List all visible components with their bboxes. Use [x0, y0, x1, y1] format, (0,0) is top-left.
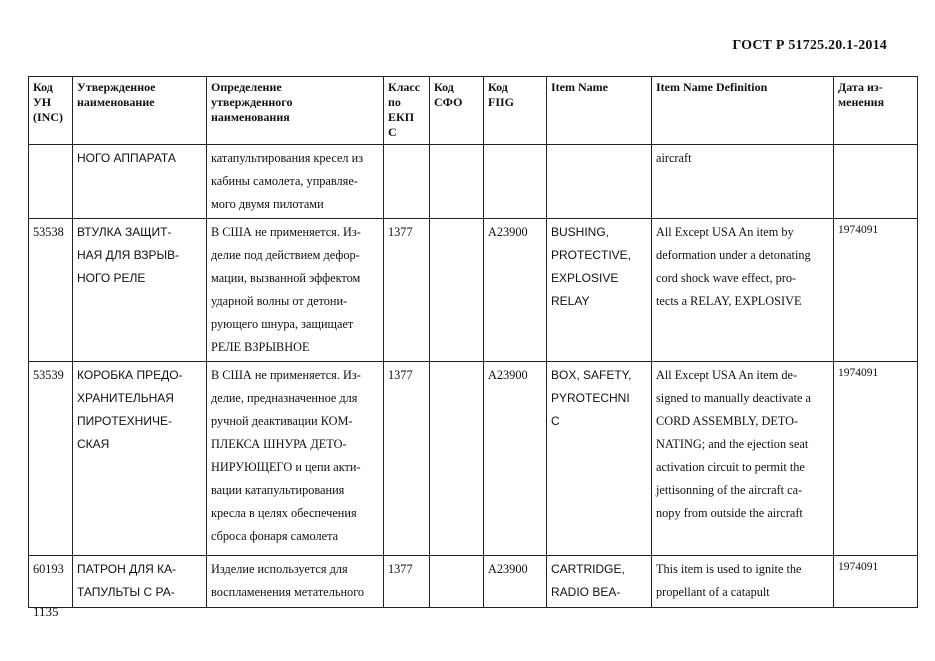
cell-text-line: делие, предназначенное для [211, 391, 358, 405]
header-definition [207, 77, 384, 145]
header-label-line: менения [838, 95, 885, 109]
header-label-line: УН [33, 95, 52, 109]
header-label-line: (INC) [33, 110, 63, 124]
fiig-code-cell [484, 145, 547, 219]
cell-text-line: мого двумя пилотами [211, 197, 324, 211]
cell-text-line: CARTRIDGE, [551, 562, 625, 576]
header-label-line: С [388, 125, 397, 139]
header-fiig-code [484, 77, 547, 145]
sfo-code-cell [430, 556, 484, 608]
header-inc [29, 77, 73, 145]
header-label-line: по [388, 95, 401, 109]
item-definition-cell [652, 362, 834, 556]
cell-text-line: activation circuit to permit the [656, 460, 805, 474]
page-number: 1135 [33, 604, 59, 619]
class-cell: 1377 [384, 556, 430, 608]
change-date-cell [834, 145, 918, 219]
header-label-line: СФО [434, 95, 463, 109]
definition-cell [207, 556, 384, 608]
cell-text-line: ручной деактивации КОМ- [211, 414, 353, 428]
header-label-line: Item Name Definition [656, 80, 768, 94]
cell-text-line: aircraft [656, 151, 692, 165]
sfo-code-cell [430, 219, 484, 362]
definition-cell [207, 219, 384, 362]
cell-text-line: кабины самолета, управляе- [211, 174, 358, 188]
cell-text-line: All Except USA An item by [656, 225, 794, 239]
definition-cell [207, 362, 384, 556]
header-label-line: Утвержденное [77, 80, 156, 94]
table-header-row [29, 77, 918, 145]
table-row [29, 145, 918, 219]
sfo-code-cell [430, 145, 484, 219]
table-row [29, 219, 918, 362]
cell-text-line: НОГО АППАРАТА [77, 151, 176, 165]
cell-text-line: ПЛЕКСА ШНУРА ДЕТО- [211, 437, 347, 451]
header-label-line: Код [33, 80, 53, 94]
cell-text-line: PYROTECHNI [551, 391, 630, 405]
catalog-table [28, 76, 918, 608]
approved-name-cell [73, 556, 207, 608]
class-cell: 1377 [384, 219, 430, 362]
cell-text-line: ударной волны от детони- [211, 294, 348, 308]
cell-text-line: воспламенения метательного [211, 585, 365, 599]
header-item-name [547, 77, 652, 145]
cell-text-line: В США не применяется. Из- [211, 368, 361, 382]
change-date-cell: 1974091 [834, 219, 918, 362]
header-label-line: Дата из- [838, 80, 883, 94]
inc-cell: 53538 [29, 219, 73, 362]
cell-text-line: НАЯ ДЛЯ ВЗРЫВ- [77, 248, 180, 262]
class-cell: 1377 [384, 362, 430, 556]
cell-text-line: Изделие используется для [211, 562, 348, 576]
fiig-code-cell: A23900 [484, 219, 547, 362]
header-approved-name [73, 77, 207, 145]
header-label-line: наименования [211, 110, 290, 124]
item-name-cell [547, 556, 652, 608]
approved-name-cell [73, 145, 207, 219]
table-row [29, 362, 918, 556]
item-definition-cell [652, 556, 834, 608]
cell-text-line: делие под действием дефор- [211, 248, 360, 262]
approved-name-cell [73, 219, 207, 362]
inc-cell [29, 145, 73, 219]
item-name-cell [547, 362, 652, 556]
cell-text-line: мации, вызванной эффектом [211, 271, 361, 285]
cell-text-line: RADIO BEA- [551, 585, 621, 599]
header-class [384, 77, 430, 145]
approved-name-cell [73, 362, 207, 556]
change-date-cell: 1974091 [834, 556, 918, 608]
header-label-line: FIIG [488, 95, 515, 109]
cell-text-line: ПИРОТЕХНИЧЕ- [77, 414, 172, 428]
cell-text-line: NATING; and the ejection seat [656, 437, 809, 451]
cell-text-line: C [551, 414, 560, 428]
cell-text-line: ВТУЛКА ЗАЩИТ- [77, 225, 172, 239]
cell-text-line: RELAY [551, 294, 590, 308]
cell-text-line: НОГО РЕЛЕ [77, 271, 146, 285]
header-label-line: Определение [211, 80, 282, 94]
cell-text-line: КОРОБКА ПРЕДО- [77, 368, 183, 382]
item-definition-cell [652, 219, 834, 362]
cell-text-line: nopy from outside the aircraft [656, 506, 803, 520]
header-item-name-definition [652, 77, 834, 145]
cell-text-line: CORD ASSEMBLY, DETO- [656, 414, 799, 428]
cell-text-line: ТАПУЛЬТЫ С РА- [77, 585, 175, 599]
cell-text-line: jettisonning of the aircraft ca- [656, 483, 803, 497]
fiig-code-cell: A23900 [484, 362, 547, 556]
sfo-code-cell [430, 362, 484, 556]
header-label-line: Класс [388, 80, 421, 94]
header-label-line: утвержденного [211, 95, 293, 109]
cell-text-line: PROTECTIVE, [551, 248, 632, 262]
cell-text-line: рующего шнура, защищает [211, 317, 354, 331]
cell-text-line: All Except USA An item de- [656, 368, 798, 382]
cell-text-line: deformation under a detonating [656, 248, 811, 262]
definition-cell [207, 145, 384, 219]
header-label-line: Код [488, 80, 508, 94]
class-cell [384, 145, 430, 219]
cell-text-line: propellant of a catapult [656, 585, 770, 599]
cell-text-line: СКАЯ [77, 437, 110, 451]
cell-text-line: signed to manually deactivate a [656, 391, 812, 405]
header-label-line: Item Name [551, 80, 608, 94]
cell-text-line: This item is used to ignite the [656, 562, 802, 576]
inc-cell: 53539 [29, 362, 73, 556]
cell-text-line: кресла в целях обеспечения [211, 506, 357, 520]
header-label-line: ЕКП [388, 110, 415, 124]
cell-text-line: НИРУЮЩЕГО и цепи акти- [211, 460, 361, 474]
cell-text-line: tects a RELAY, EXPLOSIVE [656, 294, 802, 308]
header-change-date [834, 77, 918, 145]
cell-text-line: ПАТРОН ДЛЯ КА- [77, 562, 177, 576]
header-sfo-code [430, 77, 484, 145]
cell-text-line: вации катапультирования [211, 483, 345, 497]
header-label-line: Код [434, 80, 454, 94]
header-label-line: наименование [77, 95, 155, 109]
cell-text-line: BOX, SAFETY, [551, 368, 632, 382]
cell-text-line: В США не применяется. Из- [211, 225, 361, 239]
cell-text-line: EXPLOSIVE [551, 271, 619, 285]
change-date-cell: 1974091 [834, 362, 918, 556]
cell-text-line: сброса фонаря самолета [211, 529, 339, 543]
cell-text-line: BUSHING, [551, 225, 610, 239]
item-name-cell [547, 219, 652, 362]
cell-text-line: катапультирования кресел из [211, 151, 364, 165]
item-name-cell [547, 145, 652, 219]
cell-text-line: ХРАНИТЕЛЬНАЯ [77, 391, 174, 405]
fiig-code-cell: A23900 [484, 556, 547, 608]
cell-text-line: РЕЛЕ ВЗРЫВНОЕ [211, 340, 310, 354]
cell-text-line: cord shock wave effect, pro- [656, 271, 797, 285]
table-row [29, 556, 918, 608]
standard-designation: ГОСТ Р 51725.20.1-2014 [732, 38, 887, 53]
inc-cell: 60193 [29, 556, 73, 608]
item-definition-cell [652, 145, 834, 219]
